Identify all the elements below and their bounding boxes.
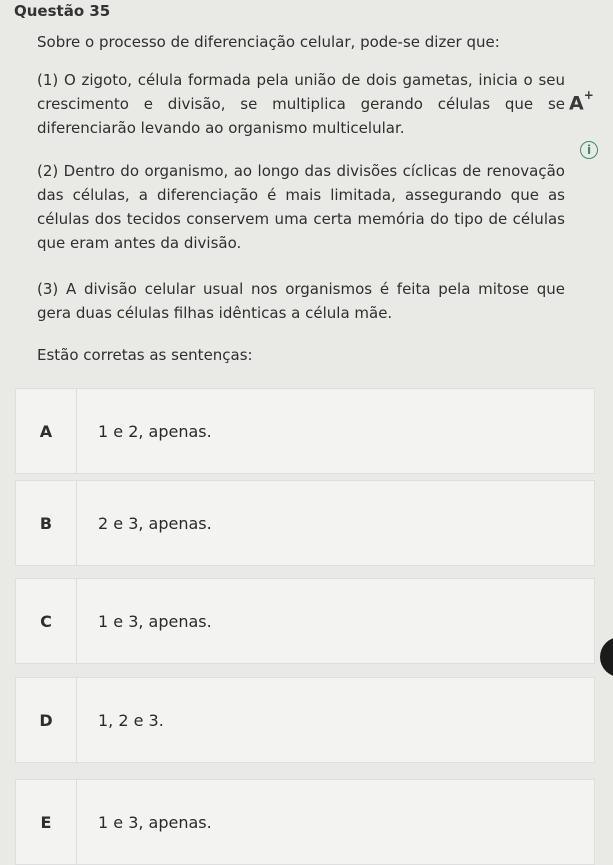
option-e[interactable]	[15, 779, 595, 865]
option-b[interactable]	[15, 480, 595, 566]
option-letter: D	[16, 678, 77, 762]
statement-1: (1) O zigoto, célula formada pela união de dois gametas, inicia o seu crescimento e divisão, se multiplica gerando células que se diferenciarão levando ao organismo multicelular.	[37, 71, 565, 137]
question-intro: Sobre o processo de diferenciação celular, pode-se dizer que:	[37, 33, 500, 51]
option-letter: C	[16, 579, 77, 663]
statement-3: (3) A divisão celular usual nos organismos é feita pela mitose que gera duas células filhas idênticas a célula mãe.	[37, 280, 565, 322]
option-letter: A	[16, 389, 77, 473]
option-text: 1 e 3, apenas.	[98, 812, 212, 832]
option-d[interactable]	[15, 677, 595, 763]
option-text: 1 e 3, apenas.	[98, 611, 212, 631]
font-size-plus: +	[583, 88, 594, 102]
question-prompt: Estão corretas as sentenças:	[37, 346, 253, 364]
option-letter: B	[16, 481, 77, 565]
statement-2: (2) Dentro do organismo, ao longo das divisões cíclicas de renovação das células, a diferenciação é mais limitada, assegurando que as células dos tecidos conservem uma certa memória do tipo de células que eram antes da divisão.	[37, 162, 565, 252]
option-text: 1, 2 e 3.	[98, 710, 164, 730]
info-circle-icon[interactable]	[580, 141, 598, 159]
info-label: i	[586, 143, 592, 157]
font-size-increase-icon[interactable]	[569, 88, 599, 117]
question-title: Questão 35	[14, 2, 111, 20]
option-c[interactable]	[15, 578, 595, 664]
option-text: 2 e 3, apenas.	[98, 513, 212, 533]
option-letter: E	[16, 780, 77, 864]
option-a[interactable]	[15, 388, 595, 474]
font-size-label: A	[569, 92, 584, 115]
floating-action-circle[interactable]	[600, 637, 613, 677]
option-text: 1 e 2, apenas.	[98, 421, 212, 441]
